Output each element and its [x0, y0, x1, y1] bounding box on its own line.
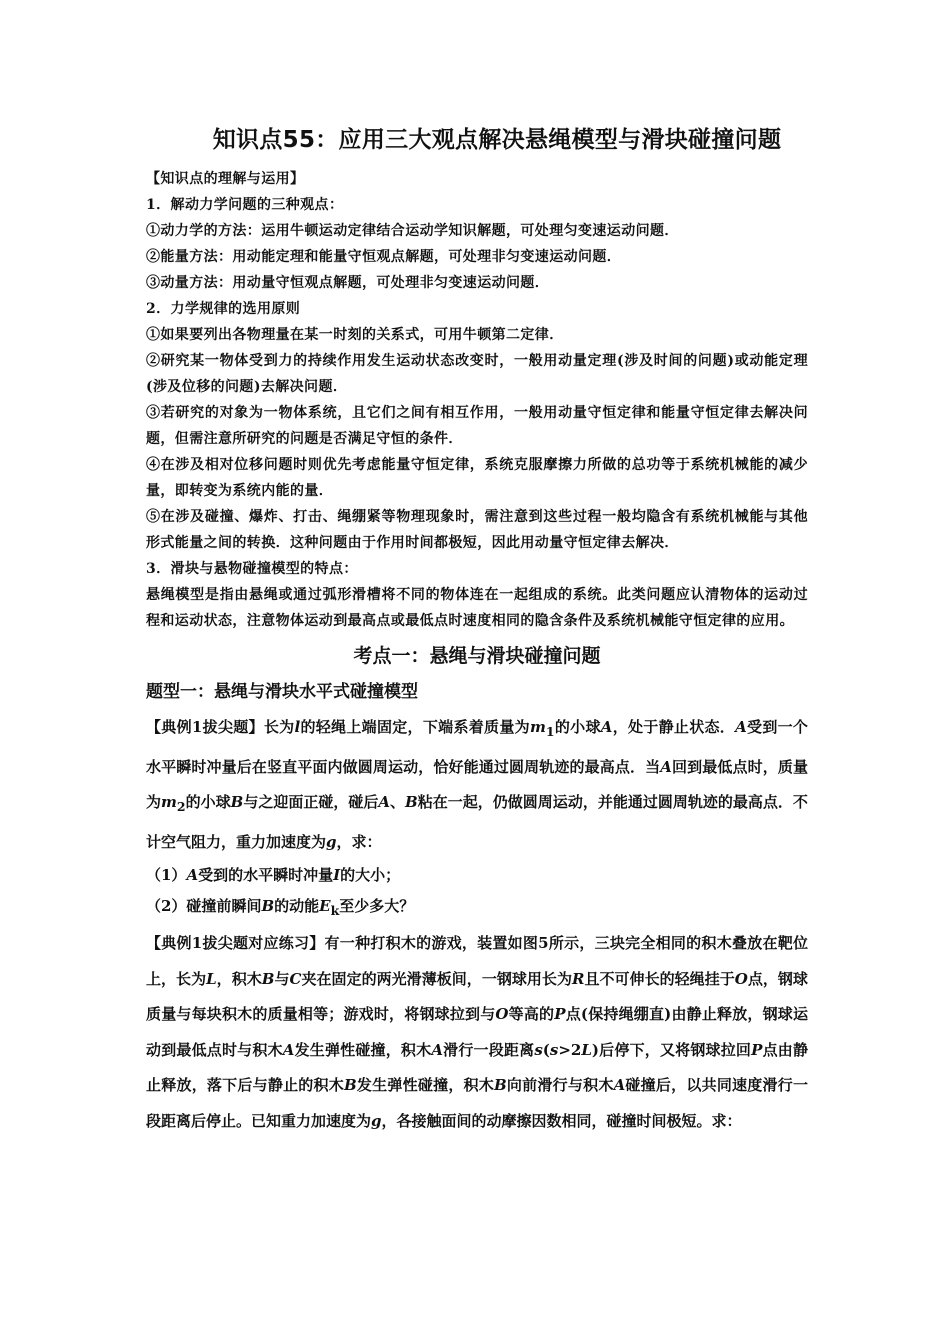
- question-2: （2）碰撞前瞬间B的动能$E_k$至少多大？: [146, 897, 415, 918]
- example-2-text: 【典例1拔尖题对应练习】有一种打积木的游戏，装置如图5所示，三块完全相同的积木叠放在靶位上，长为L，积木B与C夹在固定的两光滑薄板间，一钢球用长为R且不可伸长的轻绳挂于O点，钢球质量与每块积木的质量相等；游戏时，将钢球拉到与O等高的P点(保持绳绷直)由静止释放，钢球运动到最低点时与积木A发生弹性碰撞，积木A滑行一段距离s(s>2L)后停下，又将钢球拉回P点由静止释放，落下后与静止的积木B发生弹性碰撞，积木B向前滑行与积木A碰撞后，以共同速度滑行一段距离后停止。已知重力加速度为g，各接触面间的动摩擦因数相同，碰撞时间极短。求：: [146, 934, 808, 1130]
- intro-line: ②研究某一物体受到力的持续作用发生运动状态改变时，一般用动量定理(涉及时间的问题)或动能定理(涉及位移的问题)去解决问题．: [146, 353, 808, 395]
- intro-line: ②能量方法：用动能定理和能量守恒观点解题，可处理非匀变速运动问题．: [146, 249, 622, 265]
- intro-line: 悬绳模型是指由悬绳或通过弧形滑槽将不同的物体连在一起组成的系统。此类问题应认清物体的运动过程和运动状态，注意物体运动到最高点或最低点时速度相同的隐含条件及系统机械能守恒定律的应用。: [146, 587, 808, 629]
- intro-line: ⑤在涉及碰撞、爆炸、打击、绳绷紧等物理现象时，需注意到这些过程一般均隐含有系统机械能与其他形式能量之间的转换．这种问题由于作用时间都极短，因此用动量守恒定律去解决．: [146, 509, 808, 551]
- intro-line: ③动量方法：用动量守恒观点解题，可处理非匀变速运动问题．: [146, 275, 550, 291]
- question-1: （1）A受到的水平瞬时冲量I的大小；: [146, 866, 401, 884]
- example-1-text: 【典例1拔尖题】长为l的轻绳上端固定，下端系着质量为$m_1$的小球A，处于静止状态．A受到一个水平瞬时冲量后在竖直平面内做圆周运动，恰好能通过圆周轨迹的最高点．当A回到最低点时，质量为$m_2$的小球B与之迎面正碰，碰后A、B粘在一起，仍做圆周运动，并能通过圆周轨迹的最高点．不计空气阻力，重力加速度为g，求：: [146, 718, 808, 851]
- example-label: 【典例1拔尖题对应练习】: [146, 934, 325, 952]
- intro-line: ③若研究的对象为一物体系统，且它们之间有相互作用，一般用动量守恒定律和能量守恒定律去解决问题，但需注意所研究的问题是否满足守恒的条件．: [146, 405, 808, 447]
- page-title: 知识点55：应用三大观点解决悬绳模型与滑块碰撞问题: [212, 127, 782, 153]
- intro-line: 3．滑块与悬物碰撞模型的特点：: [146, 561, 358, 577]
- intro-line: ①动力学的方法：运用牛顿运动定律结合运动学知识解题，可处理匀变速运动问题．: [146, 223, 679, 239]
- intro-heading: 【知识点的理解与运用】: [146, 171, 305, 187]
- intro-line: 2．力学规律的选用原则: [146, 301, 301, 317]
- document-page: [146, 118, 808, 1139]
- section-heading: 考点一：悬绳与滑块碰撞问题: [353, 645, 601, 667]
- subsection-heading: 题型一：悬绳与滑块水平式碰撞模型: [146, 682, 418, 702]
- intro-line: ①如果要列出各物理量在某一时刻的关系式，可用牛顿第二定律．: [146, 327, 564, 343]
- example-label: 【典例1拔尖题】: [146, 718, 264, 736]
- intro-line: 1．解动力学问题的三种观点：: [146, 197, 344, 213]
- intro-line: ④在涉及相对位移问题时则优先考虑能量守恒定律，系统克服摩擦力所做的总功等于系统机械能的减少量，即转变为系统内能的量．: [146, 457, 808, 499]
